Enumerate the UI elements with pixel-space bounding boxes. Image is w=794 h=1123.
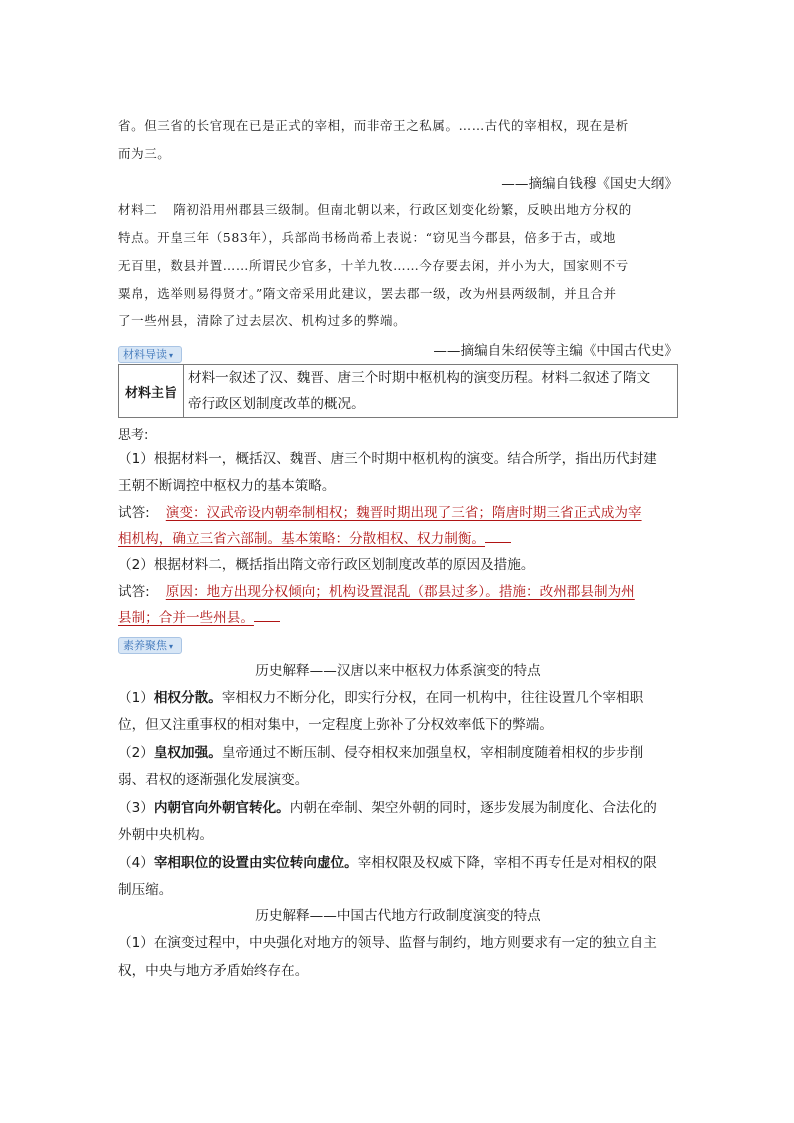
focus-item3-line2: 外朝中央机构。 [118, 827, 214, 843]
material1-source: ——摘编自钱穆《国史大纲》 [501, 176, 678, 192]
chevron-down-icon: ▾ [169, 351, 174, 360]
answer2-line2: 县制；合并一些州县。 [118, 604, 678, 632]
section-title-local: 历史解释——中国古代地方行政制度演变的特点 [255, 908, 541, 924]
answer2-line1 [118, 578, 678, 606]
material2-line2: 特点。开皇三年（583年），兵部尚书杨尚希上表说：“窃见当今郡县，倍多于古，或地 [118, 230, 617, 245]
focus-item3-line1: （3）内朝官向外朝官转化。内朝在牵制、架空外朝的同时，逐步发展为制度化、合法化的 [118, 800, 657, 816]
summary-header: 材料主旨 [119, 365, 184, 418]
answer1-text: 演变：汉武帝设内朝牵制相权；魏晋时期出现了三省；隋唐时期三省正式成为宰 [165, 505, 642, 521]
focus-item2-line2: 弱、君权的逐渐强化发展演变。 [118, 772, 309, 788]
material-guide-tag [118, 346, 182, 363]
material2-source: ——摘编自朱绍侯等主编《中国古代史》 [433, 343, 678, 359]
answer1-line2: 相机构，确立三省六部制。基本策略：分散相权、权力制衡。 [118, 525, 678, 553]
focus-item5-line1: （1）在演变过程中，中央强化对地方的领导、监督与制约，地方则要求有一定的独立自主 [118, 935, 657, 951]
think-label: 思考: [118, 428, 149, 443]
try-answer-label: 试答: [118, 505, 150, 521]
material2-text: 隋初沿用州郡县三级制。但南北朝以来，行政区划变化纷繁，反映出地方分权的 [173, 202, 632, 217]
material2-line3: 无百里，数县并置……所谓民少官多，十羊九牧……今存要去闲，并小为大，国家则不亏 [118, 258, 629, 273]
answer2-text: 原因：地方出现分权倾向；机构设置混乱（郡县过多）。措施：改州郡县制为州 [165, 584, 635, 600]
question1-line1: （1）根据材料一，概括汉、魏晋、唐三个时期中枢机构的演变。结合所学，指出历代封建 [118, 451, 657, 467]
literacy-focus-tag [118, 637, 182, 654]
focus-item2-line1: （2）皇权加强。皇帝通过不断压制、侵夺相权来加强皇权，宰相制度随着相权的步步削 [118, 745, 644, 761]
focus-item1-line2: 位，但又注重事权的相对集中，一定程度上弥补了分权效率低下的弊端。 [118, 717, 553, 733]
literacy-focus-label: 素养聚焦 [123, 639, 167, 652]
material-summary-table [118, 364, 678, 418]
focus-item1-line1: （1）相权分散。宰相权力不断分化，即实行分权，在同一机构中，往往设置几个宰相职 [118, 690, 644, 706]
material2-line1 [118, 200, 678, 218]
material2-line5: 了一些州县，清除了过去层次、机构过多的弊端。 [118, 313, 407, 328]
question1-line2: 王朝不断调控中枢权力的基本策略。 [118, 478, 336, 494]
summary-line1: 材料一叙述了汉、魏晋、唐三个时期中枢机构的演变历程。材料二叙述了隋文 [188, 370, 651, 386]
material-guide-label: 材料导读 [123, 348, 167, 361]
try-answer-label-2: 试答: [118, 584, 150, 600]
section-title-central: 历史解释——汉唐以来中枢权力体系演变的特点 [255, 663, 541, 679]
summary-line2: 帝行政区划制度改革的概况。 [188, 396, 365, 412]
focus-item5-line2: 权，中央与地方矛盾始终存在。 [118, 963, 309, 979]
material2-line4: 粟帛，选举则易得贤才。”隋文帝采用此建议，罢去郡一级，改为州县两级制，并且合并 [118, 286, 617, 301]
question2: （2）根据材料二，概括指出隋文帝行政区划制度改革的原因及措施。 [118, 557, 535, 573]
material1-line2: 而为三。 [118, 146, 171, 161]
chevron-down-icon: ▾ [169, 642, 174, 651]
material2-label: 材料二 [118, 202, 158, 217]
summary-content [184, 365, 678, 418]
answer1-line1 [118, 499, 678, 527]
focus-item4-line1: （4）宰相职位的设置由实位转向虚位。宰相权限及权威下降，宰相不再专任是对相权的限 [118, 855, 657, 871]
material1-line1: 省。但三省的长官现在已是正式的宰相，而非帝王之私属。……古代的宰相权，现在是析 [118, 118, 629, 133]
focus-item4-line2: 制压缩。 [118, 882, 173, 898]
